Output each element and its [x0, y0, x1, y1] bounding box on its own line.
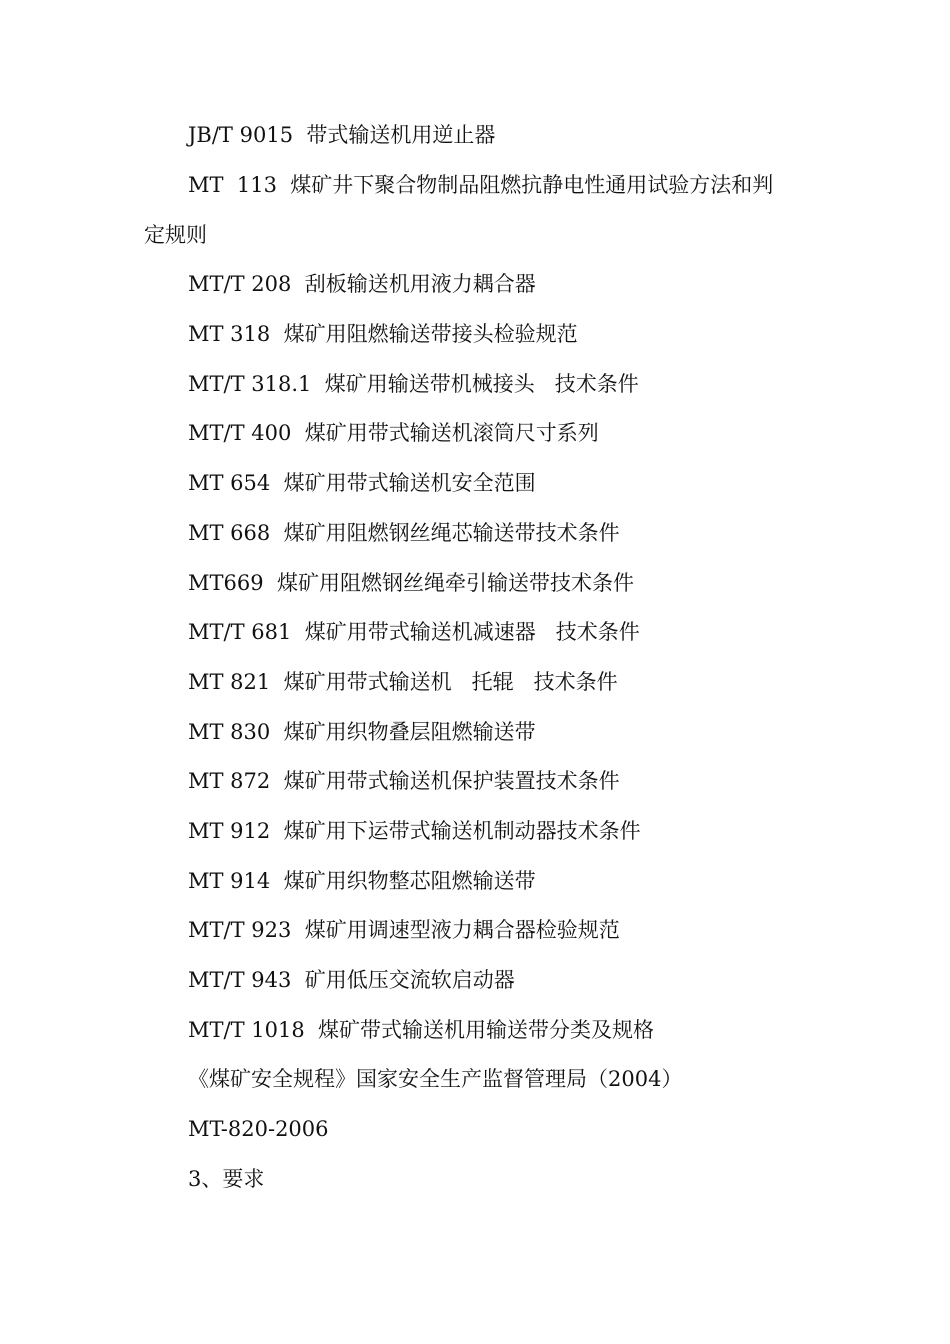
standard-line: MT 821 煤矿用带式输送机 托辊 技术条件 [188, 669, 618, 694]
standard-line: MT/T 923 煤矿用调速型液力耦合器检验规范 [188, 918, 620, 943]
standard-line-continuation: 定规则 [144, 222, 207, 247]
standard-line: MT 914 煤矿用织物整芯阻燃输送带 [188, 868, 536, 893]
standard-line: JB/T 9015 带式输送机用逆止器 [188, 123, 496, 147]
standard-line: MT 318 煤矿用阻燃输送带接头检验规范 [188, 322, 578, 347]
standard-line: MT 668 煤矿用阻燃钢丝绳芯输送带技术条件 [188, 520, 620, 545]
regulation-line: 《煤矿安全规程》国家安全生产监督管理局（2004） [188, 1067, 683, 1092]
section-heading: 3、要求 [188, 1166, 265, 1191]
standard-line: MT/T 208 刮板输送机用液力耦合器 [188, 272, 536, 297]
standard-line: MT/T 943 矿用低压交流软启动器 [188, 968, 515, 992]
standard-line: MT669 煤矿用阻燃钢丝绳牵引输送带技术条件 [188, 570, 634, 595]
standard-line: MT/T 1018 煤矿带式输送机用输送带分类及规格 [188, 1017, 655, 1042]
standards-list [0, 119, 950, 1212]
standard-line: MT/T 400 煤矿用带式输送机滚筒尺寸系列 [188, 421, 599, 446]
standard-line: MT/T 318.1 煤矿用输送带机械接头 技术条件 [188, 371, 639, 396]
standard-line: MT 830 煤矿用织物叠层阻燃输送带 [188, 719, 536, 744]
standard-line: MT 113 煤矿井下聚合物制品阻燃抗静电性通用试验方法和判 [188, 172, 774, 197]
standard-line: MT 654 煤矿用带式输送机安全范围 [188, 471, 536, 496]
standard-line: MT 872 煤矿用带式输送机保护装置技术条件 [188, 769, 620, 794]
standard-line: MT/T 681 煤矿用带式输送机减速器 技术条件 [188, 620, 640, 645]
standard-line: MT 912 煤矿用下运带式输送机制动器技术条件 [188, 818, 641, 843]
standard-line: MT-820-2006 [188, 1117, 329, 1142]
